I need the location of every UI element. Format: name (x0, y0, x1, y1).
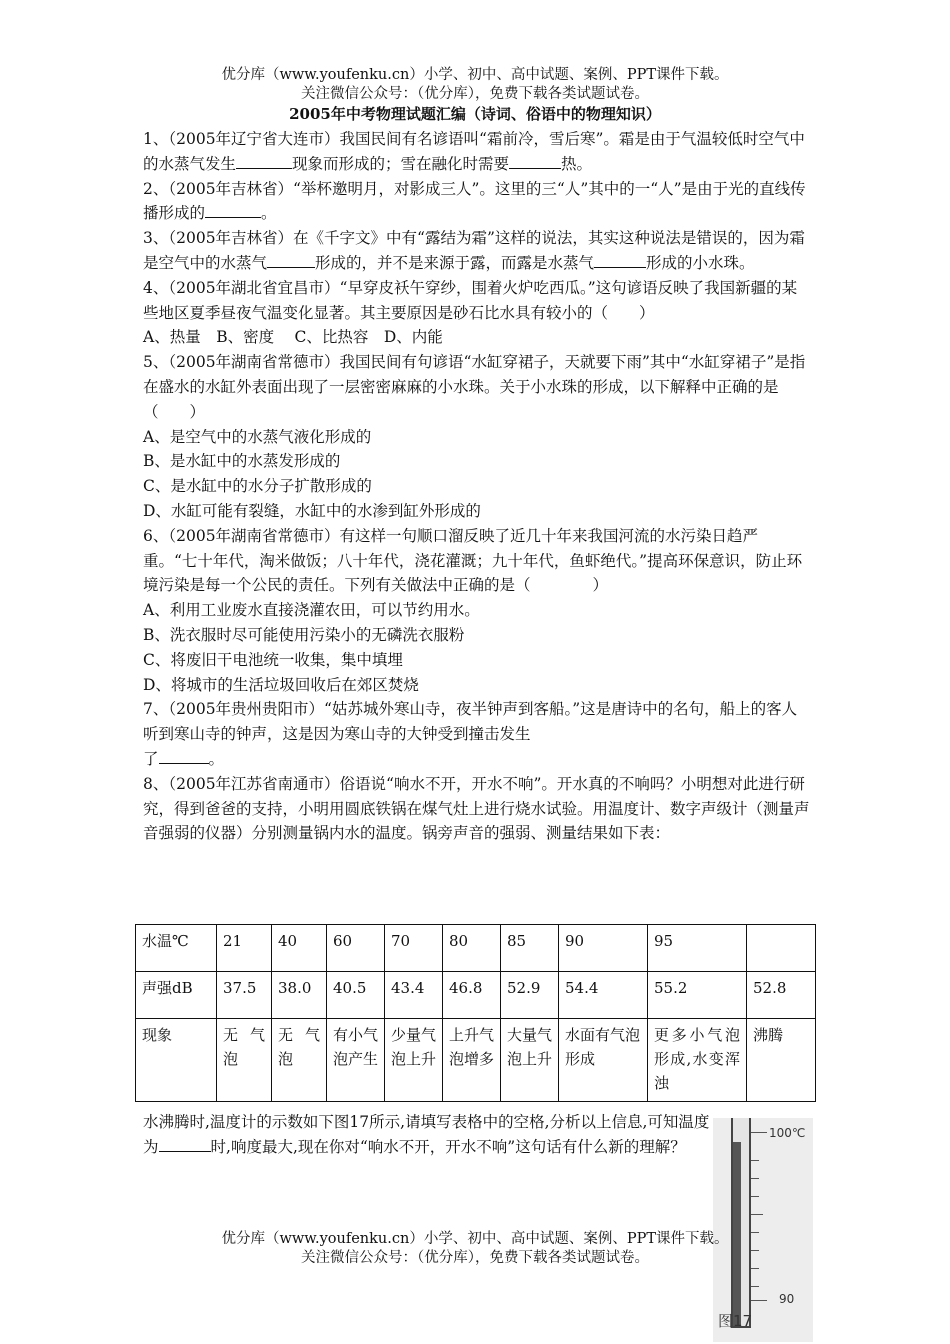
table-cell: 大量气泡上升 (501, 1019, 559, 1102)
question-4-stem: 4、（2005年湖北省宜昌市）“早穿皮袄午穿纱，围着火炉吃西瓜。”这句谚语反映了我国新疆的某些地区夏季昼夜气温变化显著。其主要原因是砂石比水具有较小的（ ） (143, 278, 798, 322)
q3-text-b: 形成的，并不是来源于露，而露是水蒸气 (315, 253, 595, 272)
table-row-phenomenon (136, 1019, 816, 1102)
header-line-2: 关注微信公众号：（优分库），免费下载各类试题试卷。 (301, 86, 649, 102)
question-1 (143, 127, 810, 177)
figure-caption: 图17 (718, 1312, 753, 1330)
q1-text-a: 1、（2005年辽宁省大连市）我国民间有名谚语叫“霜前冷，雪后寒”。霜是由于气温较低时空气中的水蒸气发生 (143, 130, 805, 173)
thermometer-bottom-label: 90 (779, 1292, 795, 1306)
table-cell: 有小气泡产生 (327, 1019, 385, 1102)
q7-blank-1[interactable] (159, 749, 209, 764)
question-5-option-d: D、水缸可能有裂缝，水缸中的水渗到缸外形成的 (143, 501, 481, 520)
measurement-table (135, 924, 816, 1102)
table-cell: 21 (217, 925, 272, 972)
table-cell: 37.5 (217, 972, 272, 1019)
q8-blank-1[interactable] (159, 1137, 211, 1152)
table-cell: 现象 (136, 1019, 217, 1102)
q2-text-b: 。 (261, 204, 277, 223)
questions-body (143, 127, 810, 846)
table-cell: 95 (648, 925, 747, 972)
question-3 (143, 226, 810, 276)
thermometer-top-label: 100℃ (769, 1126, 806, 1140)
thermometer-tick (751, 1196, 759, 1197)
table-cell: 更多小气泡形成,水变浑浊 (648, 1019, 747, 1102)
thermometer-tick (751, 1268, 759, 1269)
q7-text-c: 。 (208, 749, 225, 768)
table-cell: 60 (327, 925, 385, 972)
table-cell: 声强dB (136, 972, 217, 1019)
question-5-option-b: B、是水缸中的水蒸发形成的 (143, 452, 341, 471)
question-8-stem: 8、（2005年江苏省南通市）俗语说“响水不开，开水不响”。开水真的不响吗？小明想对此进行研究，得到爸爸的支持，小明用圆底铁锅在煤气灶上进行烧水试验。用温度计、数字声级计（测量声音强弱的仪器）分别测量锅内水的温度。锅旁声音的强弱、测量结果如下表： (143, 774, 810, 843)
table-cell: 水温℃ (136, 925, 217, 972)
table-cell: 52.8 (747, 972, 816, 1019)
table-cell: 46.8 (443, 972, 501, 1019)
question-6-stem: 6、（2005年湖南省常德市）有这样一句顺口溜反映了近几十年来我国河流的水污染日趋严重。“七十年代，淘米做饭；八十年代，浇花灌溉；九十年代，鱼虾绝代。”提高环保意识，防止环境污染是每一个公民的责任。下列有关做法中正确的是（ ） (143, 526, 803, 595)
q3-blank-1[interactable] (267, 253, 315, 268)
table-cell: 55.2 (648, 972, 747, 1019)
question-6-option-d: D、将城市的生活垃圾回收后在郊区焚烧 (143, 675, 419, 694)
table-cell: 52.9 (501, 972, 559, 1019)
q1-blank-1[interactable] (236, 154, 292, 169)
table-cell: 沸腾 (747, 1019, 816, 1102)
footer-line-2: 关注微信公众号：（优分库），免费下载各类试题试卷。 (301, 1250, 649, 1266)
table-cell: 水面有气泡形成 (559, 1019, 648, 1102)
question-6-option-b: B、洗衣服时尽可能使用污染小的无磷洗衣服粉 (143, 625, 465, 644)
table-cell: 38.0 (272, 972, 327, 1019)
table-cell: 85 (501, 925, 559, 972)
q1-text-c: 热。 (561, 154, 593, 173)
question-5-option-a: A、是空气中的水蒸气液化形成的 (143, 427, 372, 446)
question-7 (143, 697, 810, 771)
question-8-followup (143, 1110, 713, 1160)
table-cell: 90 (559, 925, 648, 972)
q2-blank-1[interactable] (205, 203, 261, 218)
question-6-option-a: A、利用工业废水直接浇灌农田，可以节约用水。 (143, 601, 480, 620)
table-cell: 80 (443, 925, 501, 972)
footer-line-1: 优分库（www.youfenku.cn）小学、初中、高中试题、案例、PPT课件下载。 (221, 1231, 729, 1247)
table-cell: 40 (272, 925, 327, 972)
table-cell: 40.5 (327, 972, 385, 1019)
question-5-stem: 5、（2005年湖南省常德市）我国民间有句谚语“水缸穿裙子，天就要下雨”其中“水缸穿裙子”是指在盛水的水缸外表面出现了一层密密麻麻的小水珠。关于小水珠的形成，以下解释中正确的是（ ） (143, 353, 806, 421)
thermometer-tick (751, 1286, 759, 1287)
table-cell: 70 (385, 925, 443, 972)
question-2 (143, 177, 810, 227)
q8-followup-text-b: 时,响度最大,现在你对“响水不开，开水不响”这句话有什么新的理解？ (210, 1138, 686, 1156)
thermometer-tick (751, 1160, 759, 1161)
q1-text-b: 现象而形成的；雪在融化时需要 (292, 154, 510, 173)
q8-followup-text-a: 水沸腾时,温度计的示数如下图17所示,请填写表格中的空格,分析以上信息,可知温度为 (143, 1113, 710, 1156)
q3-text-c: 形成的小水珠。 (646, 253, 755, 272)
table-cell-blank[interactable] (747, 925, 816, 972)
thermometer-tick (751, 1214, 763, 1215)
table-row-temperature (136, 925, 816, 972)
table-cell: 少量气泡上升 (385, 1019, 443, 1102)
table-cell: 无气泡 (272, 1019, 327, 1102)
thermometer-tick (751, 1300, 767, 1301)
question-6-option-c: C、将废旧干电池统一收集，集中填埋 (143, 650, 403, 669)
thermometer-tick (751, 1178, 759, 1179)
document-title: 2005年中考物理试题汇编（诗词、俗语中的物理知识） (289, 105, 661, 123)
table-cell: 54.4 (559, 972, 648, 1019)
table-cell: 上升气泡增多 (443, 1019, 501, 1102)
q7-text-b: 了 (143, 749, 159, 768)
q3-text-a: 3、（2005年吉林省）在《千字文》中有“露结为霜”这样的说法，其实这种说法是错误的，因为霜是空气中的水蒸气 (143, 229, 805, 272)
table-cell: 无气泡 (217, 1019, 272, 1102)
q3-blank-2[interactable] (594, 253, 646, 268)
question-5-option-c: C、是水缸中的水分子扩散形成的 (143, 477, 372, 496)
thermometer-tick (751, 1132, 767, 1133)
table-cell: 43.4 (385, 972, 443, 1019)
q1-blank-2[interactable] (509, 154, 561, 169)
q2-text-a: 2、（2005年吉林省）“举杯邀明月，对影成三人”。这里的三“人”其中的一“人”是由于光的直线传播形成的 (143, 179, 806, 223)
question-4-options: A、热量 B、密度 C、比热容 D、内能 (143, 328, 443, 347)
q7-text-a: 7、（2005年贵州贵阳市）“姑苏城外寒山寺，夜半钟声到客船。”这是唐诗中的名句，船上的客人听到寒山寺的钟声，这是因为寒山寺的大钟受到撞击发生 (143, 700, 798, 744)
table-row-sound (136, 972, 816, 1019)
header-line-1: 优分库（www.youfenku.cn）小学、初中、高中试题、案例、PPT课件下载。 (221, 67, 729, 83)
